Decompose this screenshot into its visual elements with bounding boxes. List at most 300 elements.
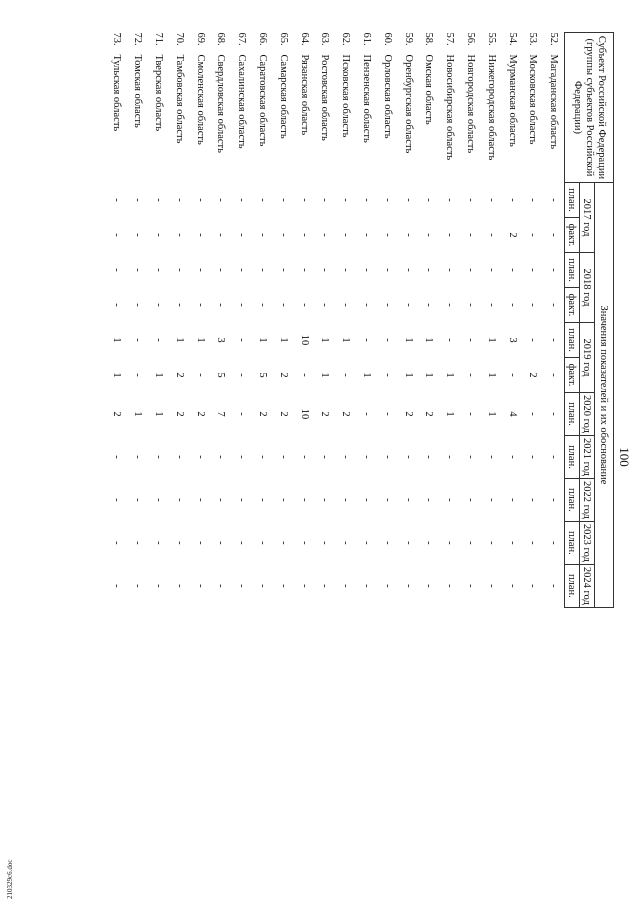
value-cell: 1 [194, 337, 206, 343]
region-name: Сахалинская область [236, 54, 248, 149]
value-cell: - [173, 541, 185, 545]
value-cell: - [236, 541, 248, 545]
value-cell: - [319, 455, 331, 459]
value-cell: - [423, 268, 435, 272]
value-cell: - [215, 198, 227, 202]
value-cell: - [236, 584, 248, 588]
region-name: Новосибирская область [444, 54, 456, 161]
value-cell: 2 [111, 411, 123, 417]
value-cell: - [506, 455, 518, 459]
value-cell: - [173, 303, 185, 307]
value-cell: 7 [215, 411, 227, 417]
row-number: 67. [236, 32, 248, 46]
plan-header: план. [565, 323, 580, 358]
value-cell: 1 [111, 372, 123, 378]
value-cell: - [152, 233, 164, 237]
value-cell: - [402, 498, 414, 502]
region-name: Орловская область [381, 54, 393, 139]
table-row [314, 33, 335, 608]
value-cell: - [464, 373, 476, 377]
value-cell: - [173, 233, 185, 237]
value-cell: 3 [215, 337, 227, 343]
value-cell: - [111, 584, 123, 588]
value-cell: - [319, 233, 331, 237]
region-name: Тульская область [111, 54, 123, 132]
region-name: Саратовская область [256, 54, 268, 147]
value-cell: 2 [340, 411, 352, 417]
value-cell: - [215, 584, 227, 588]
value-cell: 1 [111, 337, 123, 343]
value-cell: - [402, 233, 414, 237]
value-cell: - [132, 338, 144, 342]
table-row [127, 33, 148, 608]
value-cell: - [340, 268, 352, 272]
value-cell: - [298, 455, 310, 459]
value-cell: - [256, 268, 268, 272]
value-cell: - [319, 198, 331, 202]
value-cell: 2 [256, 411, 268, 417]
value-cell: - [360, 198, 372, 202]
value-cell: - [360, 338, 372, 342]
value-cell: - [173, 268, 185, 272]
value-cell: - [298, 268, 310, 272]
table-row [481, 33, 502, 608]
value-cell: - [464, 198, 476, 202]
value-cell: - [277, 303, 289, 307]
table-row [106, 33, 127, 608]
value-cell: 1 [132, 411, 144, 417]
value-cell: - [464, 412, 476, 416]
value-cell: - [194, 373, 206, 377]
value-cell: - [360, 268, 372, 272]
value-cell: - [132, 541, 144, 545]
value-cell: - [256, 498, 268, 502]
value-cell: - [111, 498, 123, 502]
row-number: 68. [215, 32, 227, 46]
value-cell: - [360, 233, 372, 237]
table-row [460, 33, 481, 608]
value-cell: 2 [194, 411, 206, 417]
value-cell: - [548, 198, 560, 202]
indicator-table [106, 32, 614, 608]
table-row [502, 33, 523, 608]
region-name: Тверская область [152, 54, 164, 132]
value-cell: - [111, 455, 123, 459]
value-cell: 1 [423, 337, 435, 343]
value-cell: - [277, 268, 289, 272]
value-cell: - [298, 541, 310, 545]
value-cell: - [277, 541, 289, 545]
year-header: 2020 год [580, 393, 595, 436]
year-header: 2017 год [580, 183, 595, 253]
value-cell: - [111, 268, 123, 272]
value-cell: - [132, 303, 144, 307]
value-cell: - [464, 338, 476, 342]
value-cell: - [277, 455, 289, 459]
row-number: 62. [340, 32, 352, 46]
value-cell: - [464, 541, 476, 545]
year-header: 2023 год [580, 521, 595, 564]
value-cell: - [444, 233, 456, 237]
value-cell: - [111, 233, 123, 237]
value-cell: 1 [402, 337, 414, 343]
value-cell: - [402, 584, 414, 588]
value-cell: - [464, 455, 476, 459]
value-cell: - [340, 498, 352, 502]
value-cell: - [256, 233, 268, 237]
table-row [439, 33, 460, 608]
value-cell: - [381, 541, 393, 545]
value-cell: - [173, 198, 185, 202]
table-row [522, 33, 543, 608]
value-cell: - [548, 584, 560, 588]
value-cell: - [194, 268, 206, 272]
value-cell: 10 [298, 334, 310, 346]
value-cell: - [132, 584, 144, 588]
value-cell: - [548, 268, 560, 272]
value-cell: - [236, 412, 248, 416]
value-cell: - [548, 373, 560, 377]
value-cell: - [423, 455, 435, 459]
value-cell: 5 [256, 372, 268, 378]
value-cell: - [485, 455, 497, 459]
row-number: 59. [402, 32, 414, 46]
value-cell: - [256, 455, 268, 459]
value-cell: - [444, 541, 456, 545]
value-cell: - [132, 198, 144, 202]
value-cell: - [423, 584, 435, 588]
value-cell: - [215, 498, 227, 502]
value-cell: 2 [423, 411, 435, 417]
value-cell: - [444, 338, 456, 342]
value-cell: - [485, 268, 497, 272]
value-cell: 2 [527, 372, 539, 378]
table-row [169, 33, 190, 608]
value-cell: - [360, 412, 372, 416]
value-cell: - [423, 498, 435, 502]
value-cell: 2 [319, 411, 331, 417]
value-cell: 1 [485, 337, 497, 343]
value-cell: - [444, 198, 456, 202]
row-number: 56. [464, 32, 476, 46]
page-number: 100 [617, 447, 632, 467]
rotated-page [58, 22, 632, 872]
table-row [148, 33, 169, 608]
region-name: Нижегородская область [485, 54, 497, 161]
value-cell: - [152, 303, 164, 307]
value-cell: - [464, 233, 476, 237]
row-number: 60. [381, 32, 393, 46]
value-cell: - [506, 198, 518, 202]
value-cell: - [548, 338, 560, 342]
value-cell: - [402, 455, 414, 459]
fact-header: факт. [565, 358, 580, 393]
value-cell: - [194, 198, 206, 202]
region-name: Омская область [423, 54, 435, 125]
value-cell: - [236, 268, 248, 272]
value-cell: - [256, 198, 268, 202]
value-cell: - [319, 303, 331, 307]
row-number: 73. [111, 32, 123, 46]
value-cell: - [444, 303, 456, 307]
fact-header: факт. [565, 288, 580, 323]
year-header: 2022 год [580, 478, 595, 521]
plan-header: план. [565, 521, 580, 564]
value-cell: - [152, 541, 164, 545]
value-cell: 1 [444, 372, 456, 378]
value-cell: 1 [173, 337, 185, 343]
value-cell: - [485, 584, 497, 588]
value-cell: 1 [152, 372, 164, 378]
value-cell: - [215, 268, 227, 272]
value-cell: 5 [215, 372, 227, 378]
table-body [106, 33, 564, 608]
table-row [356, 33, 377, 608]
subject-header: Субъект Российской Федерации (группы субъектов Российской Федерации) [565, 33, 614, 183]
value-cell: - [381, 584, 393, 588]
value-cell: - [464, 268, 476, 272]
row-number: 54. [506, 32, 518, 46]
value-cell: - [236, 373, 248, 377]
value-cell: - [340, 198, 352, 202]
row-number: 69. [194, 32, 206, 46]
value-cell: 1 [152, 411, 164, 417]
value-cell: - [111, 303, 123, 307]
value-cell: - [340, 455, 352, 459]
plan-header: план. [565, 393, 580, 436]
row-number: 61. [360, 32, 372, 46]
value-cell: - [548, 498, 560, 502]
region-name: Ростовская область [319, 54, 331, 141]
value-cell: - [194, 233, 206, 237]
value-cell: - [111, 198, 123, 202]
value-cell: - [444, 498, 456, 502]
value-cell: - [485, 233, 497, 237]
value-cell: - [256, 584, 268, 588]
value-cell: - [381, 373, 393, 377]
region-name: Томская область [132, 54, 144, 128]
value-cell: - [381, 498, 393, 502]
value-cell: - [548, 233, 560, 237]
year-header: 2019 год [580, 323, 595, 393]
value-cell: - [236, 198, 248, 202]
value-cell: 2 [506, 232, 518, 238]
value-cell: - [423, 541, 435, 545]
value-cell: 1 [256, 337, 268, 343]
value-cell: - [402, 198, 414, 202]
value-cell: 10 [298, 408, 310, 420]
region-name: Свердловская область [215, 54, 227, 153]
value-cell: 2 [277, 372, 289, 378]
plan-header: план. [565, 253, 580, 288]
value-cell: 2 [277, 411, 289, 417]
value-cell: - [402, 303, 414, 307]
region-name: Мурманская область [506, 54, 518, 147]
value-cell: - [402, 541, 414, 545]
value-cell: - [277, 233, 289, 237]
value-cell: - [360, 303, 372, 307]
value-cell: - [215, 541, 227, 545]
row-number: 55. [485, 32, 497, 46]
footer-file-code: 210329с6.doc [6, 859, 14, 899]
table-row [398, 33, 419, 608]
table-row [418, 33, 439, 608]
value-cell: - [152, 498, 164, 502]
fact-header: факт. [565, 218, 580, 253]
region-name: Магаданская область [548, 54, 560, 150]
value-cell: - [548, 303, 560, 307]
value-cell: - [277, 498, 289, 502]
value-cell: - [423, 233, 435, 237]
value-cell: - [132, 498, 144, 502]
value-cell: - [215, 233, 227, 237]
value-cell: - [423, 303, 435, 307]
value-cell: 1 [340, 337, 352, 343]
value-cell: - [152, 268, 164, 272]
value-cell: - [340, 541, 352, 545]
table-row [335, 33, 356, 608]
row-number: 52. [548, 32, 560, 46]
value-cell: - [132, 373, 144, 377]
table-row [190, 33, 211, 608]
value-cell: 1 [485, 411, 497, 417]
row-number: 58. [423, 32, 435, 46]
value-cell: - [548, 412, 560, 416]
plan-header: план. [565, 564, 580, 607]
value-cell: - [236, 338, 248, 342]
value-cell: 3 [506, 337, 518, 343]
row-number: 53. [527, 32, 539, 46]
value-cell: - [527, 198, 539, 202]
value-cell: - [340, 584, 352, 588]
value-cell: - [464, 303, 476, 307]
value-cell: - [152, 455, 164, 459]
region-name: Оренбургская область [402, 54, 414, 154]
value-cell: - [360, 455, 372, 459]
value-cell: 2 [173, 411, 185, 417]
value-cell: - [548, 541, 560, 545]
value-cell: - [527, 498, 539, 502]
value-cell: - [381, 455, 393, 459]
value-cell: - [360, 584, 372, 588]
value-cell: - [527, 338, 539, 342]
value-cell: - [256, 541, 268, 545]
value-cell: - [236, 498, 248, 502]
value-cell: - [381, 412, 393, 416]
value-cell: 1 [423, 372, 435, 378]
region-name: Псковская область [340, 54, 352, 138]
value-cell: - [152, 198, 164, 202]
year-header: 2018 год [580, 253, 595, 323]
value-cell: - [236, 303, 248, 307]
row-number: 66. [256, 32, 268, 46]
value-cell: - [360, 498, 372, 502]
value-cell: - [381, 233, 393, 237]
value-cell: - [319, 498, 331, 502]
value-cell: - [215, 303, 227, 307]
row-number: 63. [319, 32, 331, 46]
value-cell: 1 [277, 337, 289, 343]
value-cell: - [319, 584, 331, 588]
value-cell: - [485, 498, 497, 502]
value-cell: - [340, 373, 352, 377]
value-cell: - [298, 303, 310, 307]
value-cell: - [298, 198, 310, 202]
value-cell: - [319, 541, 331, 545]
value-cell: - [402, 268, 414, 272]
value-cell: 1 [319, 372, 331, 378]
value-cell: - [381, 198, 393, 202]
region-name: Пензенская область [360, 54, 372, 143]
value-cell: - [152, 584, 164, 588]
value-cell: - [173, 584, 185, 588]
table-row [273, 33, 294, 608]
value-cell: - [277, 198, 289, 202]
value-cell: - [548, 455, 560, 459]
value-cell: - [527, 455, 539, 459]
row-number: 71. [152, 32, 164, 46]
value-cell: - [298, 233, 310, 237]
value-cell: - [132, 233, 144, 237]
value-cell: - [298, 584, 310, 588]
region-name: Московская область [527, 54, 539, 145]
value-cell: - [360, 541, 372, 545]
value-cell: - [527, 233, 539, 237]
value-cell: - [464, 498, 476, 502]
value-cell: - [506, 303, 518, 307]
value-cell: - [132, 268, 144, 272]
value-cell: 1 [360, 372, 372, 378]
value-cell: - [194, 303, 206, 307]
value-cell: - [319, 268, 331, 272]
value-cell: - [194, 541, 206, 545]
value-cell: - [298, 498, 310, 502]
year-header: 2024 год [580, 564, 595, 607]
value-cell: - [485, 541, 497, 545]
value-cell: - [173, 455, 185, 459]
row-number: 65. [277, 32, 289, 46]
value-cell: - [464, 584, 476, 588]
table-row [210, 33, 231, 608]
region-name: Рязанская область [298, 54, 310, 136]
value-cell: - [527, 303, 539, 307]
value-cell: - [277, 584, 289, 588]
value-cell: - [132, 455, 144, 459]
row-number: 57. [444, 32, 456, 46]
value-cell: - [194, 584, 206, 588]
table-row [231, 33, 252, 608]
value-cell: - [485, 303, 497, 307]
row-number: 70. [173, 32, 185, 46]
value-cell: - [506, 498, 518, 502]
value-cell: - [444, 455, 456, 459]
region-name: Новгородская область [464, 54, 476, 154]
value-cell: - [444, 584, 456, 588]
value-cell: - [527, 268, 539, 272]
value-cell: - [152, 338, 164, 342]
plan-header: план. [565, 478, 580, 521]
value-cell: - [298, 373, 310, 377]
value-cell: - [423, 198, 435, 202]
value-cell: - [111, 541, 123, 545]
region-name: Самарская область [277, 54, 289, 139]
table-row [252, 33, 273, 608]
row-number: 72. [132, 32, 144, 46]
value-cell: - [173, 498, 185, 502]
table-row [294, 33, 315, 608]
value-cell: 1 [485, 372, 497, 378]
value-cell: - [444, 268, 456, 272]
